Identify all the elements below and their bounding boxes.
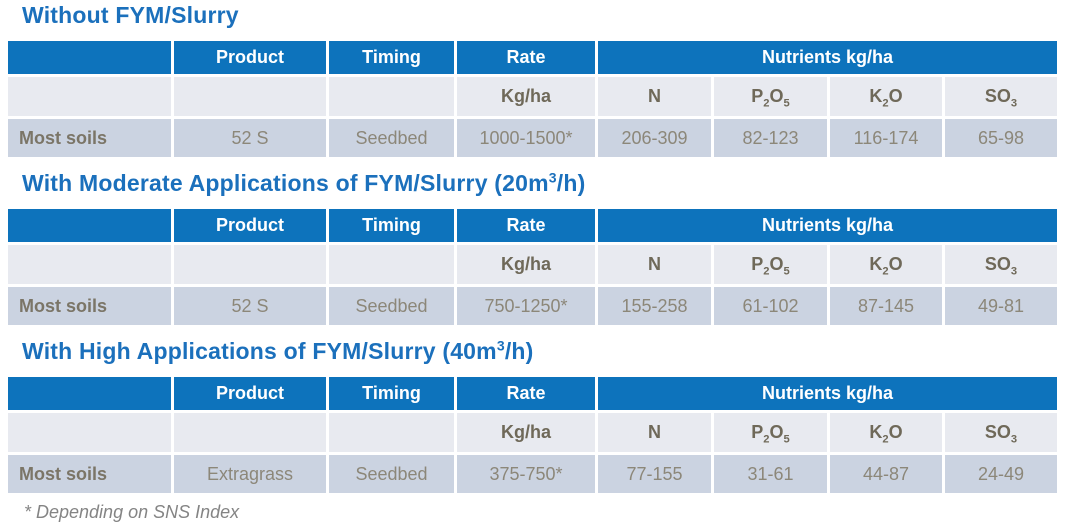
data-cell-k2o: 44-87 [830,455,942,493]
subheader-empty-product [174,245,326,284]
subheader-empty-soil [8,413,171,452]
data-cell-soil: Most soils [8,455,171,493]
section-title-moderate-fym [22,170,1066,197]
col-header-soil [8,41,171,74]
data-cell-p2o5: 82-123 [714,119,827,157]
col-header-soil [8,209,171,242]
data-cell-so3: 65-98 [945,119,1057,157]
col-header-nutrients: Nutrients kg/ha [598,209,1057,242]
formula-k2o: $K_2O$ [869,422,903,446]
subheader-empty-timing [329,413,454,452]
col-header-nutrients: Nutrients kg/ha [598,377,1057,410]
formula-n: N [648,254,661,274]
data-cell-timing: Seedbed [329,455,454,493]
subheader-rate-unit: Kg/ha [457,77,595,116]
subheader-phosphate [714,413,827,452]
title-text: With High Applications of FYM/Slurry (40m [22,338,497,364]
data-cell-k2o: 87-145 [830,287,942,325]
section-title-without-fym [22,2,1066,29]
subheader-empty-product [174,77,326,116]
col-header-timing: Timing [329,41,454,74]
col-header-timing: Timing [329,209,454,242]
formula-so3: $SO_3$ [984,254,1018,278]
formula-p2o5: $P_2O_5$ [751,86,790,110]
data-cell-n: 206-309 [598,119,711,157]
footnote: * Depending on SNS Index [24,502,240,522]
formula-n: N [648,86,661,106]
data-cell-n: 77-155 [598,455,711,493]
data-cell-rate: 1000-1500* [457,119,595,157]
formula-so3: $SO_3$ [984,422,1018,446]
title-text: Without FYM/Slurry [22,2,239,28]
col-header-rate: Rate [457,209,595,242]
data-cell-rate: 750-1250* [457,287,595,325]
data-cell-k2o: 116-174 [830,119,942,157]
title-text-after: /h) [556,170,586,196]
subheader-nitrogen [598,245,711,284]
data-cell-p2o5: 61-102 [714,287,827,325]
col-header-product: Product [174,41,326,74]
col-header-product: Product [174,377,326,410]
formula-n: N [648,422,661,442]
formula-so3: $SO_3$ [984,86,1018,110]
subheader-empty-soil [8,245,171,284]
subheader-phosphate [714,77,827,116]
col-header-rate: Rate [457,377,595,410]
title-text: With Moderate Applications of FYM/Slurry (20m [22,170,549,196]
title-text-after: /h) [504,338,534,364]
subheader-empty-soil [8,77,171,116]
formula-k2o: $K_2O$ [869,254,903,278]
col-header-timing: Timing [329,377,454,410]
table-moderate-fym [8,209,1057,325]
data-cell-product: Extragrass [174,455,326,493]
subheader-sulphur [945,77,1057,116]
subheader-sulphur [945,245,1057,284]
data-cell-timing: Seedbed [329,287,454,325]
table-high-fym [8,377,1057,493]
data-cell-n: 155-258 [598,287,711,325]
subheader-potash [830,413,942,452]
subheader-potash [830,77,942,116]
formula-k2o: $K_2O$ [869,86,903,110]
col-header-rate: Rate [457,41,595,74]
data-cell-product: 52 S [174,287,326,325]
table-without-fym [8,41,1057,157]
col-header-product: Product [174,209,326,242]
data-cell-p2o5: 31-61 [714,455,827,493]
formula-p2o5: $P_2O_5$ [751,422,790,446]
formula-p2o5: $P_2O_5$ [751,254,790,278]
subheader-sulphur [945,413,1057,452]
subheader-nitrogen [598,77,711,116]
title-superscript: 3 [548,169,557,186]
data-cell-soil: Most soils [8,119,171,157]
col-header-soil [8,377,171,410]
col-header-nutrients: Nutrients kg/ha [598,41,1057,74]
data-cell-timing: Seedbed [329,119,454,157]
data-cell-rate: 375-750* [457,455,595,493]
data-cell-soil: Most soils [8,287,171,325]
section-title-high-fym [22,338,1066,365]
subheader-nitrogen [598,413,711,452]
subheader-empty-timing [329,245,454,284]
subheader-phosphate [714,245,827,284]
subheader-empty-product [174,413,326,452]
subheader-rate-unit: Kg/ha [457,413,595,452]
title-superscript: 3 [496,337,505,354]
data-cell-product: 52 S [174,119,326,157]
data-cell-so3: 24-49 [945,455,1057,493]
subheader-empty-timing [329,77,454,116]
data-cell-so3: 49-81 [945,287,1057,325]
subheader-rate-unit: Kg/ha [457,245,595,284]
subheader-potash [830,245,942,284]
